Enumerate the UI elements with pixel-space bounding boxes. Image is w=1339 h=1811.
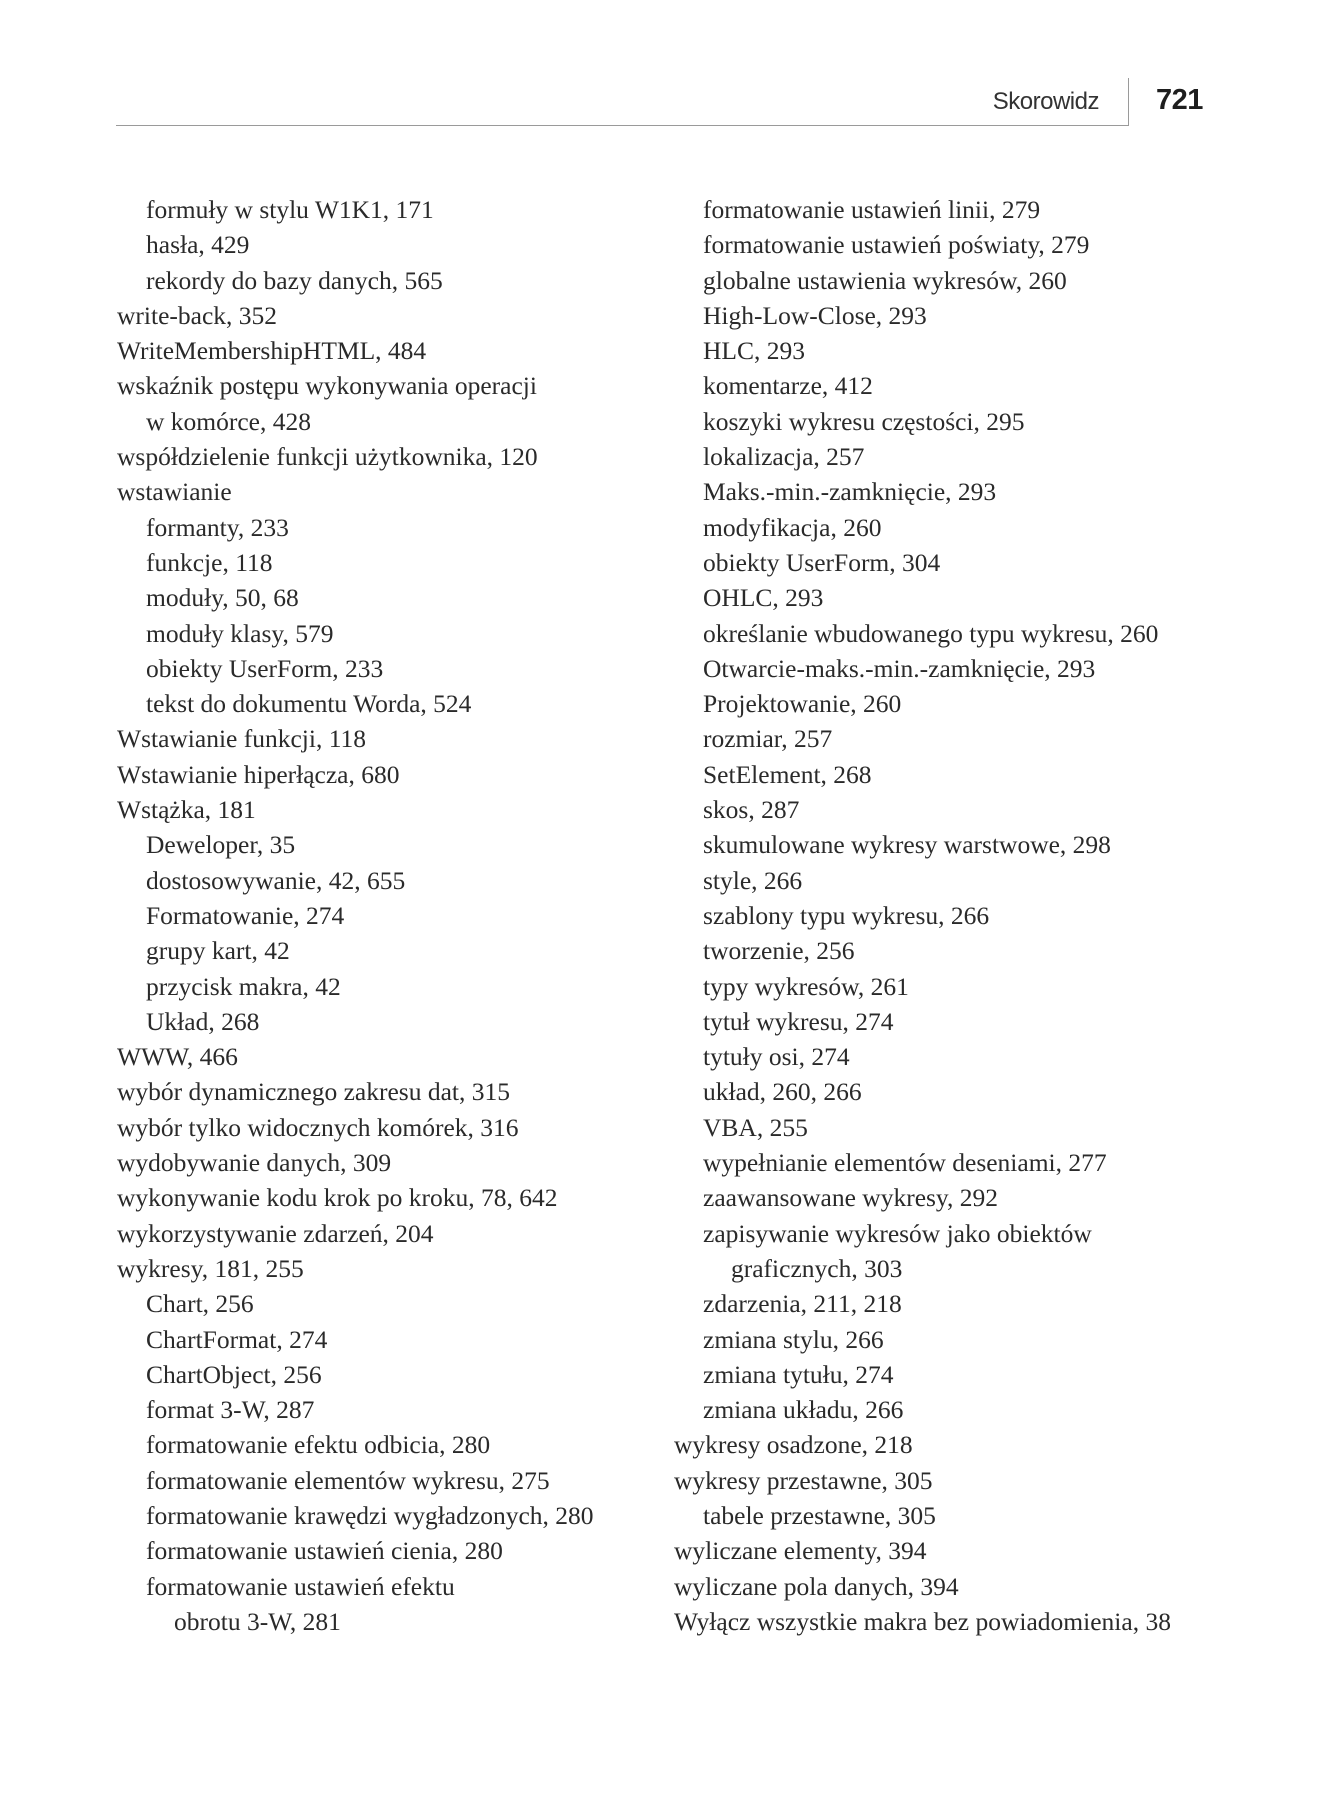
index-entry: lokalizacja, 257 — [703, 442, 865, 472]
index-entry: format 3-W, 287 — [146, 1395, 315, 1425]
index-entry: WWW, 466 — [117, 1042, 238, 1072]
index-entry: formatowanie efektu odbicia, 280 — [146, 1430, 491, 1460]
index-entry: wskaźnik postępu wykonywania operacji — [117, 371, 537, 401]
index-entry: wykonywanie kodu krok po kroku, 78, 642 — [117, 1183, 558, 1213]
index-entry: Maks.-min.-zamknięcie, 293 — [703, 477, 997, 507]
index-entry: Formatowanie, 274 — [146, 900, 345, 930]
index-entry: typy wykresów, 261 — [703, 971, 909, 1001]
index-entry: graficznych, 303 — [731, 1253, 903, 1283]
index-entry: write-back, 352 — [117, 300, 278, 330]
index-entry: grupy kart, 42 — [146, 936, 290, 966]
index-entry: skos, 287 — [703, 795, 800, 825]
index-entry: formatowanie ustawień linii, 279 — [703, 195, 1041, 224]
index-entry: Wstawianie hiperłącza, 680 — [117, 759, 400, 789]
running-header — [116, 78, 1203, 128]
header-divider — [1128, 78, 1129, 126]
index-entry: High-Low-Close, 293 — [703, 300, 927, 330]
index-entry: koszyki wykresu częstości, 295 — [703, 406, 1025, 436]
index-entry: SetElement, 268 — [703, 759, 872, 789]
index-entry: Układ, 268 — [146, 1006, 260, 1036]
index-entry: modyfikacja, 260 — [703, 512, 882, 542]
index-entry: ChartFormat, 274 — [146, 1324, 328, 1354]
index-entry: zmiana układu, 266 — [703, 1395, 904, 1425]
index-entry: wykorzystywanie zdarzeń, 204 — [117, 1218, 434, 1248]
index-entry: rozmiar, 257 — [703, 724, 833, 754]
index-entry: zapisywanie wykresów jako obiektów — [703, 1218, 1092, 1248]
index-entry: Deweloper, 35 — [146, 830, 296, 860]
index-entry: tabele przestawne, 305 — [703, 1500, 936, 1530]
index-entry: wyliczane pola danych, 394 — [674, 1571, 959, 1601]
index-entry: style, 266 — [703, 865, 803, 895]
index-entry: Otwarcie-maks.-min.-zamknięcie, 293 — [703, 653, 1096, 683]
index-entry: wybór dynamicznego zakresu dat, 315 — [117, 1077, 510, 1107]
index-entry: WriteMembershipHTML, 484 — [117, 336, 427, 366]
index-entry: dostosowywanie, 42, 655 — [146, 865, 406, 895]
index-entry: formanty, 233 — [146, 512, 289, 542]
index-entry: zmiana tytułu, 274 — [703, 1359, 894, 1389]
index-entry: współdzielenie funkcji użytkownika, 120 — [117, 442, 538, 472]
index-entry: komentarze, 412 — [703, 371, 873, 401]
index-entry: obiekty UserForm, 304 — [703, 547, 941, 577]
index-entry: szablony typu wykresu, 266 — [703, 900, 990, 930]
index-column-left — [117, 192, 677, 1639]
index-entry: wykresy osadzone, 218 — [674, 1430, 913, 1460]
index-entry: formatowanie elementów wykresu, 275 — [146, 1465, 550, 1495]
index-entry: obiekty UserForm, 233 — [146, 653, 384, 683]
index-entry: funkcje, 118 — [146, 547, 273, 577]
index-entry: moduły klasy, 579 — [146, 618, 334, 648]
index-entry: globalne ustawienia wykresów, 260 — [703, 265, 1067, 295]
index-entry: Chart, 256 — [146, 1289, 254, 1319]
index-entry: formatowanie ustawień efektu — [146, 1571, 455, 1601]
index-entry: zaawansowane wykresy, 292 — [703, 1183, 999, 1213]
index-entry: wypełnianie elementów deseniami, 277 — [703, 1148, 1107, 1178]
index-entry: tytuły osi, 274 — [703, 1042, 850, 1072]
index-entry: w komórce, 428 — [146, 406, 312, 436]
index-entry: hasła, 429 — [146, 230, 250, 260]
index-entry: Wstawianie funkcji, 118 — [117, 724, 367, 754]
page-number: 721 — [1156, 84, 1203, 116]
index-entry: moduły, 50, 68 — [146, 583, 299, 613]
index-entry: Wyłącz wszystkie makra bez powiadomienia, 38 — [674, 1606, 1171, 1636]
index-entry: formatowanie krawędzi wygładzonych, 280 — [146, 1500, 594, 1530]
index-entry: przycisk makra, 42 — [146, 971, 341, 1001]
index-entry: tytuł wykresu, 274 — [703, 1006, 894, 1036]
index-entry: obrotu 3-W, 281 — [174, 1606, 341, 1636]
index-entry: skumulowane wykresy warstwowe, 298 — [703, 830, 1111, 860]
section-title: Skorowidz — [992, 88, 1099, 115]
index-entry: układ, 260, 266 — [703, 1077, 862, 1107]
index-entry: wykresy, 181, 255 — [117, 1253, 304, 1283]
header-rule — [116, 125, 1128, 126]
index-column-right — [674, 192, 1234, 1639]
index-entry: wstawianie — [117, 477, 232, 507]
index-entry: tworzenie, 256 — [703, 936, 855, 966]
index-entry: HLC, 293 — [703, 336, 805, 366]
index-entry: Wstążka, 181 — [117, 795, 256, 825]
index-entry: zmiana stylu, 266 — [703, 1324, 884, 1354]
index-entry: formatowanie ustawień cienia, 280 — [146, 1536, 503, 1566]
index-entry: formuły w stylu W1K1, 171 — [146, 195, 434, 224]
index-entry: wyliczane elementy, 394 — [674, 1536, 927, 1566]
index-entry: rekordy do bazy danych, 565 — [146, 265, 443, 295]
index-entry: VBA, 255 — [703, 1112, 808, 1142]
index-entry: określanie wbudowanego typu wykresu, 260 — [703, 618, 1159, 648]
index-entry: wydobywanie danych, 309 — [117, 1148, 392, 1178]
index-entry: formatowanie ustawień poświaty, 279 — [703, 230, 1090, 260]
index-entry: OHLC, 293 — [703, 583, 824, 613]
index-entry: ChartObject, 256 — [146, 1359, 322, 1389]
index-entry: wykresy przestawne, 305 — [674, 1465, 933, 1495]
index-entry: zdarzenia, 211, 218 — [703, 1289, 902, 1319]
index-entry: tekst do dokumentu Worda, 524 — [146, 689, 472, 719]
index-entry: Projektowanie, 260 — [703, 689, 902, 719]
index-entry: wybór tylko widocznych komórek, 316 — [117, 1112, 519, 1142]
